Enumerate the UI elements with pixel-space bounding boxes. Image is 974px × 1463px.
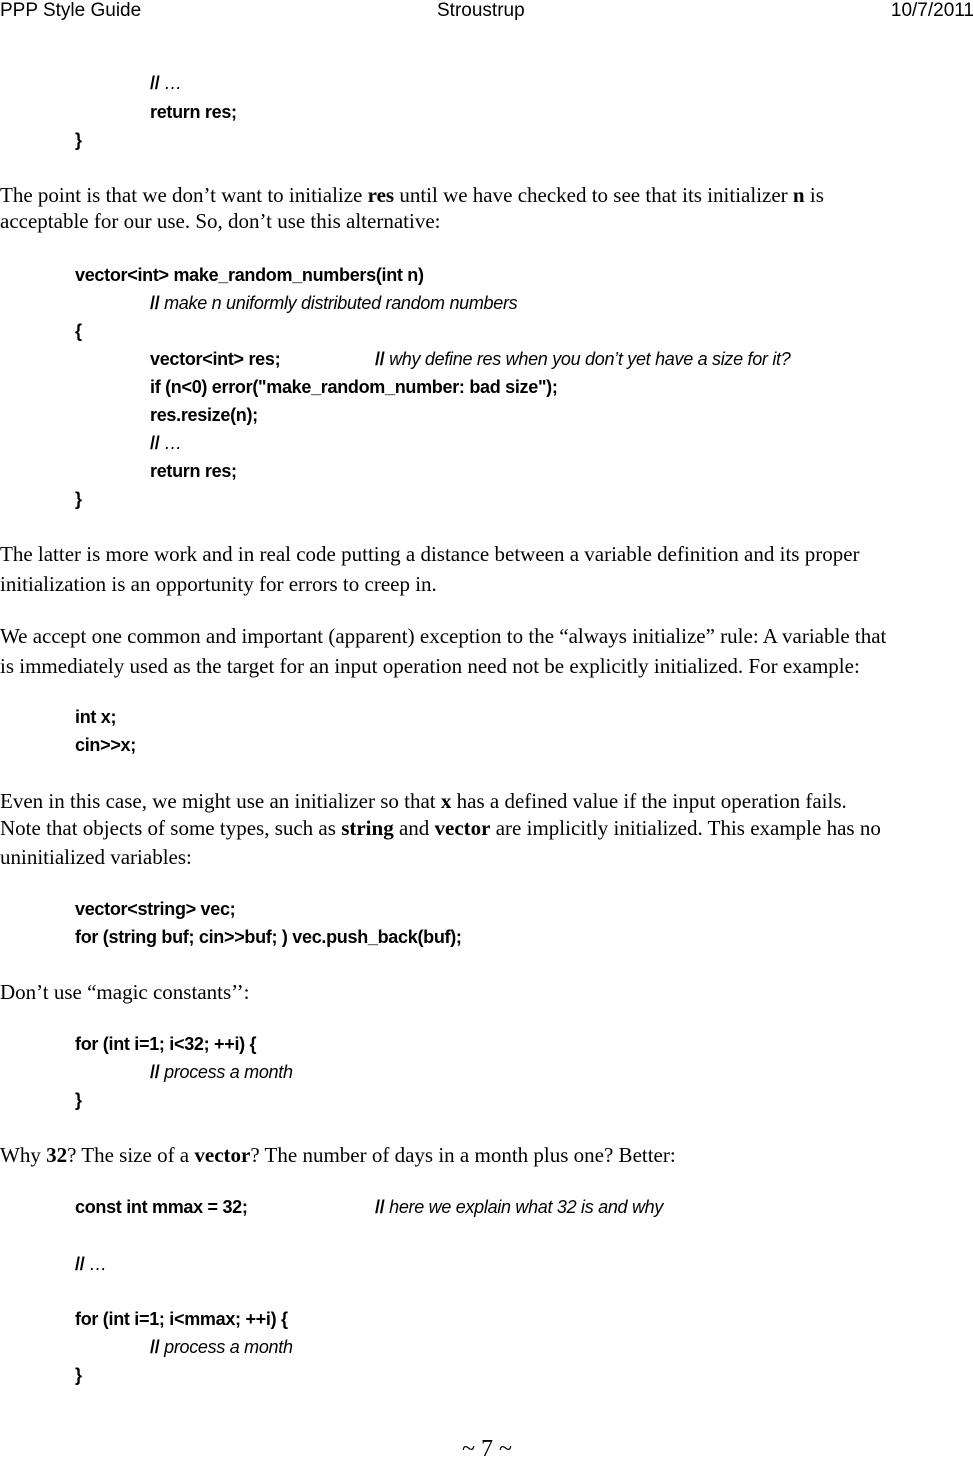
code-line bbox=[150, 1335, 293, 1359]
code-text: if (n<0) error("make_random_number: bad size"); bbox=[150, 377, 558, 397]
code-text: for (int i=1; i<32; ++i) { bbox=[75, 1034, 257, 1054]
code-text: } bbox=[75, 130, 82, 150]
bold-identifier: string bbox=[341, 816, 394, 840]
code-line bbox=[75, 733, 136, 757]
paragraph-line bbox=[0, 654, 860, 678]
text-run: acceptable for our use. So, don’t use this alternative: bbox=[0, 209, 441, 233]
paragraph-line bbox=[0, 816, 881, 840]
code-line bbox=[75, 1363, 82, 1387]
code-line bbox=[75, 1032, 256, 1056]
code-line bbox=[75, 1307, 288, 1331]
code-line bbox=[75, 1088, 82, 1112]
code-text: int x; bbox=[75, 707, 117, 727]
code-line bbox=[150, 347, 791, 371]
text-run: is immediately used as the target for an input operation need not be explicitly initialized. For example: bbox=[0, 654, 860, 678]
comment-text: why define res when you don’t yet have a size for it? bbox=[384, 349, 791, 369]
comment-marker: // bbox=[150, 73, 160, 93]
code-line bbox=[75, 319, 82, 343]
code-line bbox=[150, 1060, 293, 1084]
comment-text: process a month bbox=[159, 1337, 293, 1357]
paragraph-line bbox=[0, 572, 437, 596]
comment-text: … bbox=[84, 1254, 107, 1274]
code-text: for (string buf; cin>>buf; ) vec.push_back(buf); bbox=[75, 927, 462, 947]
code-line bbox=[150, 375, 558, 399]
code-text: res.resize(n); bbox=[150, 405, 258, 425]
header-date: 10/7/2011 bbox=[890, 0, 974, 21]
code-line bbox=[75, 925, 462, 949]
code-comment bbox=[150, 73, 182, 93]
comment-marker: // bbox=[375, 349, 385, 369]
text-run: has a defined value if the input operation fails. bbox=[451, 789, 847, 813]
code-line bbox=[150, 459, 237, 483]
bold-identifier: 32 bbox=[46, 1143, 68, 1167]
text-run: ? The number of days in a month plus one? Better: bbox=[250, 1143, 676, 1167]
text-run: The point is that we don’t want to initialize bbox=[0, 183, 368, 207]
comment-marker: // bbox=[75, 1254, 85, 1274]
code-comment bbox=[375, 347, 790, 371]
code-line bbox=[150, 403, 258, 427]
paragraph-line bbox=[0, 845, 192, 869]
text-run: Why bbox=[0, 1143, 47, 1167]
text-run: are implicitly initialized. This example has no bbox=[490, 816, 881, 840]
bold-identifier: n bbox=[792, 183, 805, 207]
code-text: const int mmax = 32; bbox=[75, 1197, 248, 1217]
code-comment bbox=[150, 433, 182, 453]
paragraph-line bbox=[0, 1143, 676, 1167]
paragraph-line bbox=[0, 209, 440, 233]
paragraph-line bbox=[0, 624, 886, 648]
text-run: We accept one common and important (apparent) exception to the “always initialize” rule: A variable that bbox=[0, 624, 887, 648]
bold-identifier: vector bbox=[194, 1143, 251, 1167]
text-run: until we have checked to see that its initializer bbox=[394, 183, 793, 207]
code-text: } bbox=[75, 1365, 82, 1385]
code-line bbox=[75, 1252, 107, 1276]
code-line bbox=[75, 897, 235, 921]
comment-marker: // bbox=[150, 1062, 160, 1082]
bold-identifier: res bbox=[367, 183, 395, 207]
text-run: Note that objects of some types, such as bbox=[0, 816, 342, 840]
text-run: and bbox=[393, 816, 435, 840]
bold-identifier: vector bbox=[434, 816, 491, 840]
comment-text: process a month bbox=[159, 1062, 293, 1082]
code-line bbox=[75, 128, 82, 152]
code-line bbox=[150, 71, 182, 95]
code-text: vector<string> vec; bbox=[75, 899, 236, 919]
code-text: cin>>x; bbox=[75, 735, 136, 755]
code-text: return res; bbox=[150, 461, 237, 481]
comment-text: here we explain what 32 is and why bbox=[384, 1197, 664, 1217]
comment-marker: // bbox=[150, 433, 160, 453]
code-line bbox=[150, 291, 517, 315]
paragraph-line bbox=[0, 542, 860, 566]
code-comment bbox=[75, 1254, 107, 1274]
text-run: initialization is an opportunity for errors to creep in. bbox=[0, 572, 437, 596]
comment-text: … bbox=[159, 73, 182, 93]
code-text: } bbox=[75, 489, 82, 509]
code-text: vector<int> res; bbox=[150, 349, 281, 369]
code-line bbox=[75, 487, 82, 511]
comment-text: make n uniformly distributed random numbers bbox=[159, 293, 518, 313]
comment-text: … bbox=[159, 433, 182, 453]
comment-marker: // bbox=[150, 293, 160, 313]
text-run: Don’t use “magic constants’’: bbox=[0, 980, 250, 1004]
comment-marker: // bbox=[375, 1197, 385, 1217]
bold-identifier: x bbox=[440, 789, 452, 813]
comment-marker: // bbox=[150, 1337, 160, 1357]
paragraph-line bbox=[0, 789, 847, 813]
code-comment bbox=[150, 293, 517, 313]
code-line bbox=[75, 705, 116, 729]
code-comment bbox=[375, 1195, 663, 1219]
header-author: Stroustrup bbox=[437, 0, 525, 21]
page-number: ~ 7 ~ bbox=[462, 1436, 512, 1462]
text-run: Even in this case, we might use an initializer so that bbox=[0, 789, 441, 813]
code-text: { bbox=[75, 321, 82, 341]
code-text: return res; bbox=[150, 102, 237, 122]
text-run: The latter is more work and in real code putting a distance between a variable definition and its proper bbox=[0, 542, 860, 566]
text-run: is bbox=[804, 183, 824, 207]
text-run: ? The size of a bbox=[67, 1143, 195, 1167]
header-doc-title: PPP Style Guide bbox=[0, 0, 142, 21]
code-line bbox=[75, 1195, 664, 1219]
code-line bbox=[150, 100, 237, 124]
paragraph-line bbox=[0, 183, 824, 207]
code-line bbox=[75, 263, 424, 287]
paragraph-line bbox=[0, 980, 249, 1004]
code-comment bbox=[150, 1337, 293, 1357]
code-text: for (int i=1; i<mmax; ++i) { bbox=[75, 1309, 288, 1329]
code-line bbox=[150, 431, 182, 455]
text-run: uninitialized variables: bbox=[0, 845, 192, 869]
code-comment bbox=[150, 1062, 293, 1082]
code-text: vector<int> make_random_numbers(int n) bbox=[75, 265, 424, 285]
code-text: } bbox=[75, 1090, 82, 1110]
